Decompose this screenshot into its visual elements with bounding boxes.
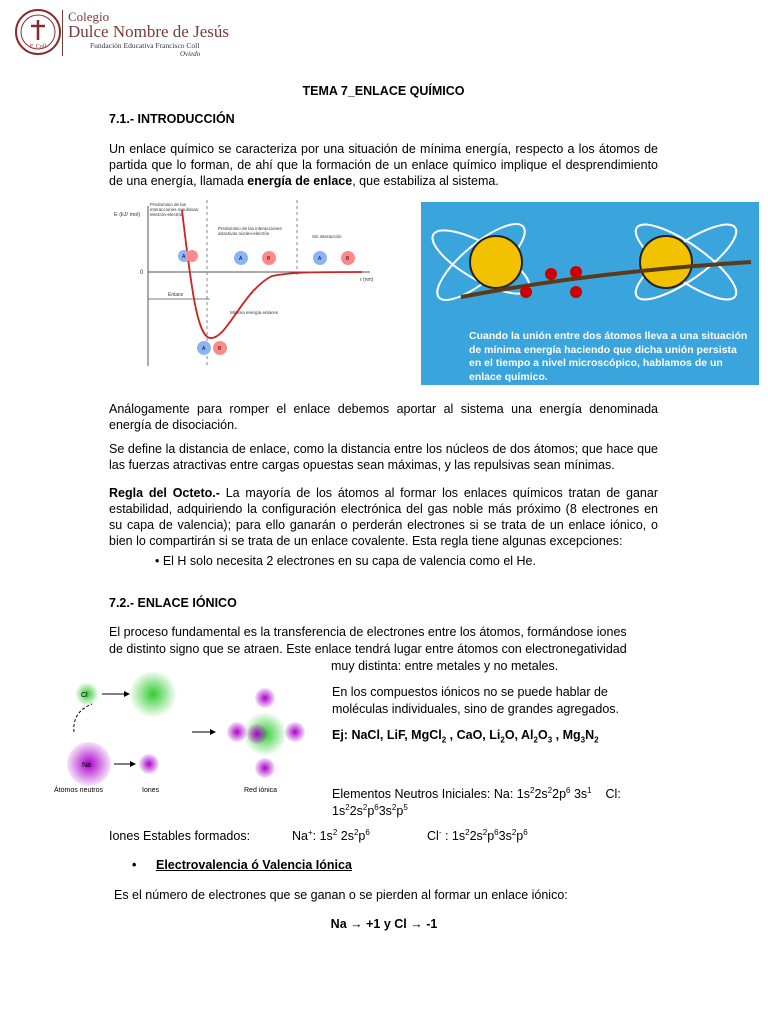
svg-text:Mínima energía enlaces: Mínima energía enlaces [230,310,279,315]
octet-rule-text: La mayoría de los átomos al formar los enlaces químicos tratan de ganar estabilidad, adquiriendo la configuración electrónica del gas noble más próximo (8 electrones en su capa de valencia); para ello ganarán o perderán electrones si se trata de un enlace iónico, o bien lo compartirán si se trata de un enlace covalente. Esta regla tiene algunas excepciones: [109,486,658,548]
svg-text:Átomos neutros: Átomos neutros [54,787,104,794]
electrovalence-definition: Es el número de electrones que se ganan o se pierden al formar un enlace iónico: [114,888,568,902]
ionic-intro-line3: muy distinta: entre metales y no metales. [331,659,559,673]
school-seal-logo [14,8,62,56]
section-heading-ionic: 7.2.- ENLACE IÓNICO [109,596,237,610]
octet-exception-bullet: • El H solo necesita 2 electrones en su capa de valencia como el He. [155,554,536,568]
neutral-configurations: Elementos Neutros Iniciales: Na: $1s^22s^22p^6$ $3s^1$ Cl: $1s^22s^2p^63s^2p^5$ [332,785,621,818]
school-header [68,10,229,58]
cartoon-caption: Cuando la unión entre dos átomos lleva a una situación de mínima energía haciendo que dicha unión persista en el tiempo a nivel microscópico, hablamos de un enlace químico. [469,330,748,383]
octet-rule-label: Regla del Octeto.- [109,486,220,500]
foundation-name: Fundación Educativa Francisco Coll [90,41,200,50]
stable-ions-line: Iones Estables formados: Na+: $1s^2$ $2s^2p^6$ Cl- : $1s^22s^2p^63s^2p^6$ [109,827,528,843]
intro-text-end: , que estabiliza al sistema. [352,174,499,188]
city-name: Oviedo [180,50,201,58]
svg-text:B: B [346,256,350,262]
svg-text:Cl: Cl [81,692,88,699]
svg-text:0: 0 [140,270,144,276]
bond-energy-term: energía de enlace [247,174,353,188]
neutral-label: Elementos Neutros Iniciales: Na: 1s [332,787,531,801]
ionic-intro-line1: El proceso fundamental es la transferencia de electrones entre los átomos, formándose iones [109,625,627,639]
ionic-lattice-figure [52,672,314,802]
svg-text:Iones: Iones [142,787,160,794]
examples-text: Ej: NaCl, LiF, MgCl [332,728,442,742]
school-prefix: Colegio [68,9,110,24]
bond-distance-paragraph: Se define la distancia de enlace, como la distancia entre los núcleos de dos átomos; que hace que las fuerzas atractivas entre cargas opuestas sean máximas, y las repulsivas sean mínimas. [109,442,658,472]
energy-distance-graph [112,196,374,386]
svg-text:Enlace: Enlace [168,292,184,298]
graph-region-attractive: Predominio de las interacciones atractivas núcleo-electrón [218,226,282,236]
svg-text:r (nm): r (nm) [360,277,374,283]
page-title: TEMA 7_ENLACE QUÍMICO [302,84,465,98]
octet-rule-paragraph [109,485,658,549]
section-heading-intro: 7.1.- INTRODUCCIÓN [109,112,235,126]
graph-region-repulsive: Predominio de las interacciones repulsivas electrón-electrón [150,202,199,217]
svg-text:Na: Na [82,762,91,769]
header-divider [62,10,63,56]
svg-text:B: B [218,346,222,352]
electrovalence-heading: Electrovalencia ó Valencia Iónica [156,858,352,872]
electrovalence-bullet: • [132,858,137,872]
svg-text:Red iónica: Red iónica [244,787,278,794]
svg-text:A: A [202,346,206,352]
ions-label: Iones Estables formados: [109,829,251,843]
svg-text:A: A [182,254,186,260]
svg-text:F. Coll: F. Coll [29,44,47,50]
ionic-aggregates-text: En los compuestos iónicos no se puede hablar de moléculas individuales, sino de grandes agregados. [332,685,619,716]
ionic-intro-paragraph [109,624,658,675]
ionic-examples: Ej: NaCl, LiF, MgCl$_2$ , CaO, $Li_2O$, $Al_2O_3$ , $Mg_3N_2$ [332,728,599,745]
school-name: Dulce Nombre de Jesús [68,22,229,41]
svg-text:E (kJ/ mol): E (kJ/ mol) [114,212,141,218]
valence-example: Na → +1 y Cl → -1 [330,917,438,931]
atoms-tug-of-war-cartoon [421,202,759,385]
svg-text:A: A [239,256,243,262]
intro-text: Un enlace químico se caracteriza por una situación de mínima energía, respecto a los átomos de partida que lo forman, de ahí que la formación de un enlace químico implique el desprendimiento de una energía, llamada [109,142,658,188]
svg-text:B: B [267,256,271,262]
intro-paragraph [109,141,658,189]
ionic-intro-line2: de distinto signo que se atraen. Este enlace tendrá lugar entre átomos con electronegatividad [109,642,627,656]
graph-region-none: Sin interacción [312,234,342,239]
svg-text:A: A [318,256,322,262]
dissociation-paragraph: Análogamente para romper el enlace debemos aportar al sistema una energía denominada energía de disociación. [109,402,658,432]
